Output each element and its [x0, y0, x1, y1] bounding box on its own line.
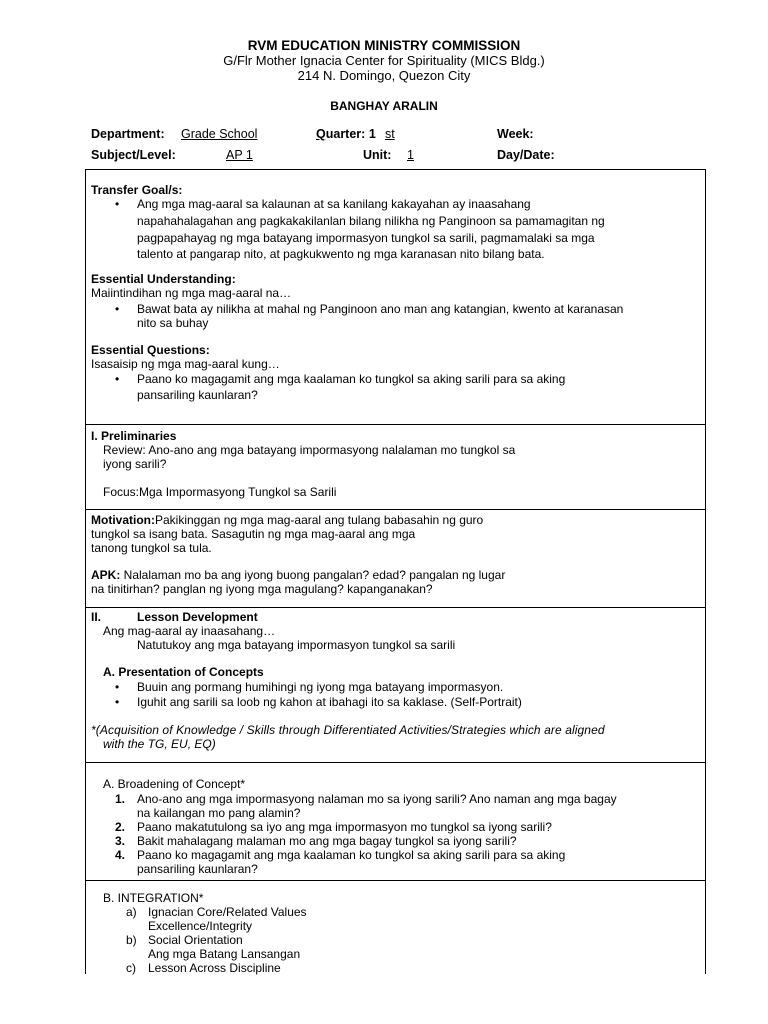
- presentation-title: A. Presentation of Concepts: [103, 665, 264, 679]
- broadening-title: A. Broadening of Concept*: [103, 777, 246, 791]
- quarter-label-rest: uarter:: [325, 127, 369, 141]
- integration-b-label: b): [126, 933, 137, 947]
- motivation-label: Motivation:: [91, 513, 155, 527]
- integration-title: B. INTEGRATION*: [103, 891, 204, 905]
- document-title: BANGHAY ARALIN: [330, 99, 438, 113]
- eu-line: nito sa buhay: [137, 316, 209, 330]
- note-line: *(Acquisition of Knowledge / Skills through Differentiated Activities/Strategies which are aligned: [91, 723, 605, 737]
- apk-line-2: na tinitirhan? panglan ng iyong mga magulang? kapanganakan?: [91, 582, 433, 596]
- broadening-item: Paano makatutulong sa iyo ang mga impormasyon mo tungkol sa iyong sarili?: [137, 820, 552, 834]
- broadening-item: pansariling kaunlaran?: [137, 862, 258, 876]
- address-line-2: 214 N. Domingo, Quezon City: [297, 68, 471, 83]
- address-line-1: G/Flr Mother Ignacia Center for Spirituality (MICS Bldg.): [223, 53, 545, 68]
- note-line: with the TG, EU, EQ): [103, 737, 216, 751]
- integration-a-text: Ignacian Core/Related Values: [148, 905, 307, 919]
- transfer-line: talento at pangarap nito, at pagkukwento ng mga karanasan nito bilang bata.: [137, 247, 545, 261]
- lesson-intro: Ang mag-aaral ay inaasahang…: [103, 624, 276, 638]
- org-title: RVM EDUCATION MINISTRY COMMISSION: [247, 38, 521, 53]
- integration-c-text: Lesson Across Discipline: [148, 961, 281, 975]
- week-label: Week:: [497, 127, 534, 141]
- integration-b-text: Social Orientation: [148, 933, 243, 947]
- item-number: 1.: [115, 792, 126, 806]
- integration-b-sub: Ang mga Batang Lansangan: [148, 947, 301, 961]
- presentation-item: Buuin ang pormang humihingi ng iyong mga batayang impormasyon.: [137, 680, 504, 694]
- bullet: •: [115, 680, 120, 694]
- focus-line: Focus:Mga Impormasyong Tungkol sa Sarili: [103, 485, 337, 499]
- item-number: 3.: [115, 834, 126, 848]
- eq-line: pansariling kaunlaran?: [137, 388, 258, 402]
- motivation-text: Pakikinggan ng mga mag-aaral ang tulang babasahin ng guro: [155, 513, 484, 527]
- bullet: •: [115, 372, 120, 386]
- preliminaries-title: I. Preliminaries: [91, 429, 177, 443]
- unit-label: Unit:: [363, 148, 392, 162]
- transfer-goal-title: Transfer Goal/s:: [91, 183, 183, 197]
- quarter-value: 1: [368, 127, 376, 141]
- eq-line: Paano ko magagamit ang mga kaalaman ko tungkol sa aking sarili para sa aking: [137, 372, 566, 386]
- broadening-item: na kailangan mo pang alamin?: [137, 806, 301, 820]
- subject-label: Subject/Level:: [91, 148, 176, 162]
- day-date-label: Day/Date:: [497, 148, 555, 162]
- transfer-line: napahahalagahan ang pagkakakilanlan bilang nilikha ng Panginoon sa pamamagitan ng: [137, 214, 605, 228]
- motivation-line-1: [91, 513, 483, 527]
- item-number: 4.: [115, 848, 126, 862]
- quarter-label-q: Q: [316, 127, 326, 141]
- lesson-number: II.: [91, 610, 102, 624]
- apk-label: APK:: [91, 568, 121, 582]
- subject-value: AP 1: [226, 148, 253, 162]
- presentation-item: Iguhit ang sarili sa loob ng kahon at ibahagi ito sa kaklase. (Self-Portrait): [137, 695, 522, 709]
- broadening-item: Ano-ano ang mga impormasyong nalaman mo sa iyong sarili? Ano naman ang mga bagay: [137, 792, 617, 806]
- eq-title: Essential Questions:: [91, 343, 210, 357]
- apk-line-1: [91, 568, 505, 582]
- item-number: 2.: [115, 820, 126, 834]
- department-label: Department:: [91, 127, 165, 141]
- motivation-line-2: tungkol sa isang bata. Sasagutin ng mga mag-aaral ang mga: [91, 527, 416, 541]
- lesson-objective: Natutukoy ang mga batayang impormasyon tungkol sa sarili: [137, 638, 456, 652]
- bullet: •: [115, 302, 120, 316]
- apk-text: Nalalaman mo ba ang iyong buong pangalan? edad? pangalan ng lugar: [120, 568, 506, 582]
- integration-a-label: a): [126, 905, 137, 919]
- eu-intro: Maiintindihan ng mga mag-aaral na…: [91, 286, 292, 300]
- quarter-label: [316, 127, 376, 141]
- review-line: Review: Ano-ano ang mga batayang impormasyong nalalaman mo tungkol sa: [103, 443, 516, 457]
- lesson-title: Lesson Development: [137, 610, 258, 624]
- review-line: iyong sarili?: [103, 457, 167, 471]
- eu-line: Bawat bata ay nilikha at mahal ng Panginoon ano man ang katangian, kwento at karanasan: [137, 302, 624, 316]
- transfer-line: Ang mga mag-aaral sa kalaunan at sa kanilang kakayahan ay inaasahang: [137, 197, 531, 211]
- quarter-suffix: st: [385, 127, 395, 141]
- motivation-line-3: tanong tungkol sa tula.: [91, 541, 212, 555]
- unit-value: 1: [407, 148, 414, 162]
- broadening-item: Bakit mahalagang malaman mo ang mga bagay tungkol sa iyong sarili?: [137, 834, 517, 848]
- eu-title: Essential Understanding:: [91, 272, 236, 286]
- bullet: •: [115, 695, 120, 709]
- integration-c-label: c): [126, 961, 136, 975]
- transfer-line: pagpapahayag ng mga batayang impormasyon tungkol sa sarili, pagmamalaki sa mga: [137, 231, 595, 245]
- eq-intro: Isasaisip ng mga mag-aaral kung…: [91, 357, 280, 371]
- broadening-item: Paano ko magagamit ang mga kaalaman ko tungkol sa aking sarili para sa aking: [137, 848, 566, 862]
- department-value: Grade School: [181, 127, 258, 141]
- integration-a-sub: Excellence/Integrity: [148, 919, 253, 933]
- bullet: •: [115, 197, 120, 211]
